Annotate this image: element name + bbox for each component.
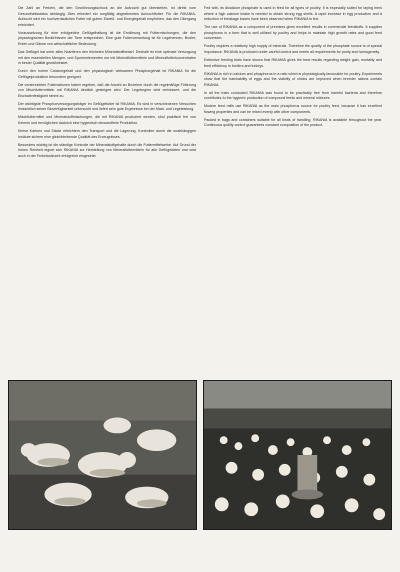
paragraph: Die verabreichten Futterrationen haben ergeben, daß die Anzahl an Bruteiern durch die regelmäßige Fütterung von Mischfuttermitteln mit RIKANIA deutlich gesteigert wird. Der Legebeginn wird verbessert, und die Eischalenfestigkeit nimmt zu. [18,82,196,98]
paragraph: Besonders wichtig ist die ständige Kontrolle der Mineralstoffgehalte durch die Futtermittelwerke. Auf Grund der hohen Reinheit eignet sich RIKANIA zur Herstellung von Mineralfuttermitteln für alle Geflügelarten und wird auch in der Ferkelaufzucht erfolgreich eingesetzt. [18,142,196,158]
paragraph: RIKANIA is rich in calcium and phosphorus in a ratio which is physiologically favourable for poultry. Experiments show that the hatchability of eggs and the viability of chicks are improved when breeder rations contain RIKANIA. [204,71,382,87]
paragraph: Fed with, its dicalcium phosphate is used in feed for all types of poultry. It is especially suited for laying hens where a high calcium intake is needed to obtain strong egg shells. A rapid increase in egg production and a reduction of breakage losses have been observed when RIKANIA is fed. [204,6,382,22]
piglets-photo [8,380,197,530]
paragraph: Das Geflügel hat unter allen Nutztieren den höchsten Mineralstoffbedarf. Deshalb ist eine optimale Versorgung mit den essenziellen Mengen- und Spurenelementen nur mit Mineralfuttermitteln und Mineralfutterkonzentraten in bester Qualität gewährleistet. [18,49,196,66]
chicks-illustration [204,381,391,529]
paragraph: Voraussetzung für eine erfolgreiche Geflügelhaltung ist die Ernährung mit Futtermischungen, die den physiologischen Bedürfnissen der Tiere entsprechen. Eine gute Futterverwertung ist für Legehennen, Broiler, Enten und Gänse von wirtschaftlicher Bedeutung. [18,30,196,46]
photo-strip [8,380,392,530]
paragraph: Der wichtigste Phosphorversorgungsträger im Geflügelfutter ist RIKANIA. Es wird in verschiedenen Versuchen hinsichtlich seiner Bioverfügbarkeit untersucht und liefert sehr gute Ergebnisse bei der Mast- und Legeleistung. [18,101,196,112]
paragraph: Kleine Kartons und Säcke erleichtern den Transport und die Lagerung, Kontrollen durch die unabhängigen Institute sichern eine gleichbleibende Qualität des Erzeugnisses. [18,129,196,139]
paragraph: Extensive feeding trials have shown that RIKANIA gives the best results regarding weight gain, mortality and feed efficiency in broilers and turkeys. [204,57,382,68]
paragraph: Poultry requires a relatively high supply of minerals. Therefore the quality of the phosphate source is of special importance. RIKANIA is produced under careful control and meets all requirements for purity and homogeneity. [204,44,382,54]
paragraph: The use of RIKANIA as a component of premixes gives excellent results in commercial feedstuffs. It supplies phosphorus in a form that is well utilized by poultry and helps to maintain high growth rates and good feed conversion. [204,25,382,41]
paragraph: In all the trials conducted RIKANIA was found to be practically free from harmful bacteria and therefore contributes to the hygienic production of compound feeds and mineral mixtures. [204,90,382,101]
paragraph: Die Zahl an Ferkeln, die den Gewöhnungsschock an die Aufzucht gut überstehen, ist direkt vom Gesundheitsstatus abhängig. Dies erfordert ein sorgfältig abgestimmtes Aufzuchtfutter. Für die RIKANIA-Aufzucht wird ein hochverdauliches Futter mit gutem Eiweiß- und Energiegehalt empfohlen, das den Übergang erleichtert. [18,6,196,27]
paragraph: Packed in bags and containers suitable for all kinds of handling, RIKANIA is available throughout the year. Continuous quality control guarantees constant composition of the product. [204,117,382,128]
german-text-column [18,6,196,162]
english-text-column [204,6,382,131]
paragraph: Modern feed mills use RIKANIA as the main phosphorus source for poultry feed, because it has excellent flowing properties and can be mixed evenly with other components. [204,104,382,114]
chicks-photo [203,380,392,530]
paragraph: Mischfuttermittel und Mineralstoffmischungen, die mit RIKANIA produziert werden, sind praktisch frei von Keimen und ermöglichen dadurch eine hygienisch einwandfreie Produktion. [18,115,196,126]
paragraph: Durch den hohen Calciumgehalt und den physiologisch wirksamen Phosphorgehalt ist RIKANIA für die Geflügelproduktion besonders geeignet. [18,69,196,79]
piglets-illustration [9,381,196,529]
